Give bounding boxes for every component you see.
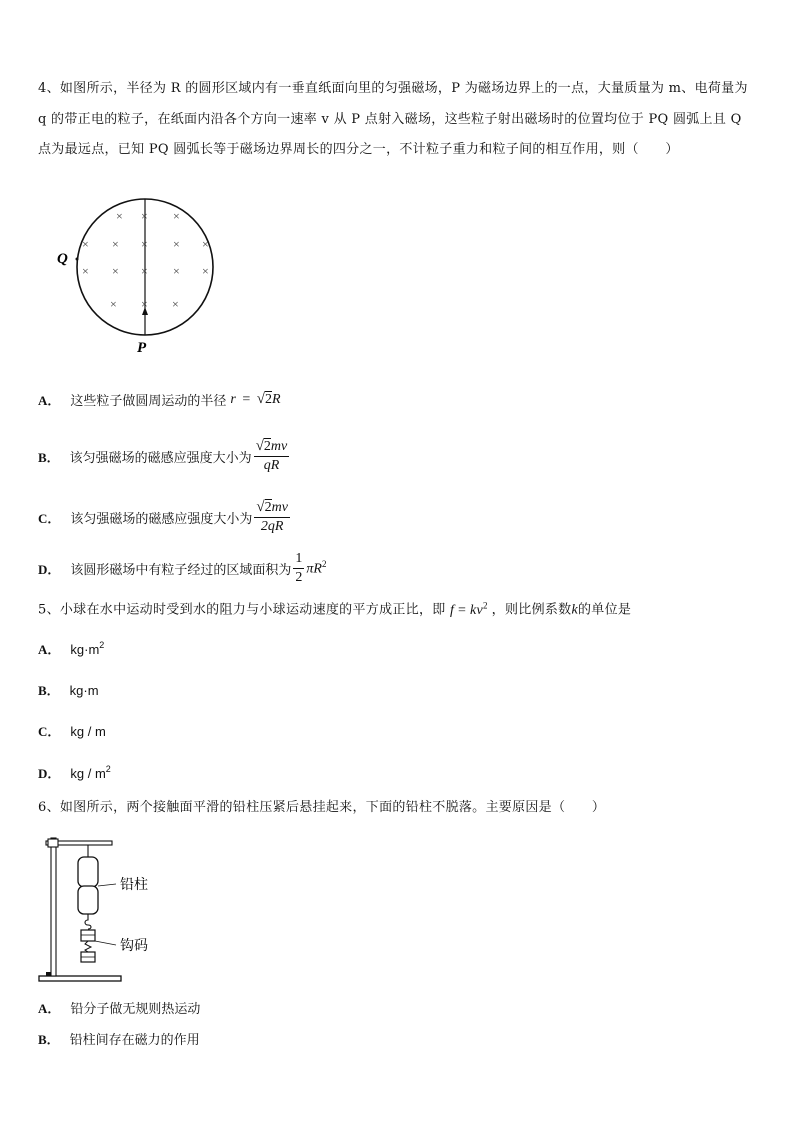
lead-cylinder-stand-figure	[36, 826, 176, 986]
fraction: $\frac{√2mv}{2qR}$	[256, 499, 288, 534]
option-4d[interactable]: D． 该圆形磁场中有粒子经过的区域面积为 $\frac{1}{2}$ $\pi R^2$	[38, 550, 327, 585]
formula: $f = kv^2$	[450, 600, 488, 618]
option-6a[interactable]: A． 铅分子做无规则热运动	[38, 1000, 201, 1017]
lead-cylinder-lower	[78, 886, 98, 914]
option-5d[interactable]: D． kg / $m^2$	[38, 763, 111, 781]
field-mark: ×	[172, 297, 179, 311]
question-4-text: 4、如图所示，半径为 R 的圆形区域内有一垂直纸面向里的匀强磁场，P 为磁场边界上的一点，大量质量为 m、电荷量为 q 的带正电的粒子，在纸面内沿各个方向一速率 v 从 P 点射入磁场，这些粒子射出磁场时的位置均位于 PQ 圆弧上且 Q 点为最远点，已知 PQ 圆弧长等于磁场边界周长的四分之一，不计粒子重力和粒子间的相互作用，则（ ）	[38, 81, 748, 157]
stand-base	[39, 976, 121, 981]
field-mark: ×	[141, 264, 148, 278]
question-6-text: 6、如图所示，两个接触面平滑的铅柱压紧后悬挂起来，下面的铅柱不脱落。主要原因是（ ）	[38, 800, 606, 815]
weight-upper	[81, 930, 95, 941]
field-mark: ×	[173, 237, 180, 251]
clamp	[48, 839, 58, 847]
option-4b[interactable]: B． 该匀强磁场的磁感应强度大小为 $\frac{√2mv}{qR}$	[38, 438, 288, 473]
point-q-dot	[76, 258, 79, 261]
field-mark: ×	[173, 264, 180, 278]
fraction: $\frac{1}{2}$	[295, 550, 303, 585]
option-5b[interactable]: B． kg·m	[38, 682, 99, 698]
field-mark: ×	[173, 209, 180, 223]
field-mark: ×	[82, 237, 89, 251]
option-5c[interactable]: C． kg / m	[38, 723, 106, 739]
hook-icon	[85, 914, 91, 929]
field-mark: ×	[82, 264, 89, 278]
stand-rod	[51, 838, 56, 976]
field-mark: ×	[202, 264, 209, 278]
option-5a[interactable]: A． $kg\cdot m^2$	[38, 639, 105, 657]
label-q: Q	[57, 251, 68, 267]
field-mark: ×	[202, 237, 209, 251]
field-mark: ×	[141, 297, 148, 311]
field-mark: ×	[110, 297, 117, 311]
field-mark: ×	[141, 209, 148, 223]
magnetic-field-circle-figure	[52, 195, 222, 355]
question-5-text: 5、小球在水中运动时受到水的阻力与小球运动速度的平方成正比，即 $f = kv^2$ ，则比例系数k的单位是	[38, 600, 632, 618]
label-lead-cylinder: 铅柱	[120, 878, 148, 893]
option-6b[interactable]: B． 铅柱间存在磁力的作用	[38, 1031, 200, 1048]
option-4a[interactable]: A． 这些粒子做圆周运动的半径 r = √2R	[38, 390, 281, 409]
field-mark: ×	[116, 209, 123, 223]
label-p: P	[137, 340, 147, 355]
field-mark: ×	[112, 237, 119, 251]
field-mark: ×	[141, 237, 148, 251]
label-weight: 钩码	[120, 939, 148, 954]
fraction: $\frac{√2mv}{qR}$	[255, 438, 288, 473]
option-4c[interactable]: C． 该匀强磁场的磁感应强度大小为 $\frac{√2mv}{2qR}$	[38, 499, 288, 534]
field-mark: ×	[112, 264, 119, 278]
lead-cylinder-upper	[78, 857, 98, 887]
